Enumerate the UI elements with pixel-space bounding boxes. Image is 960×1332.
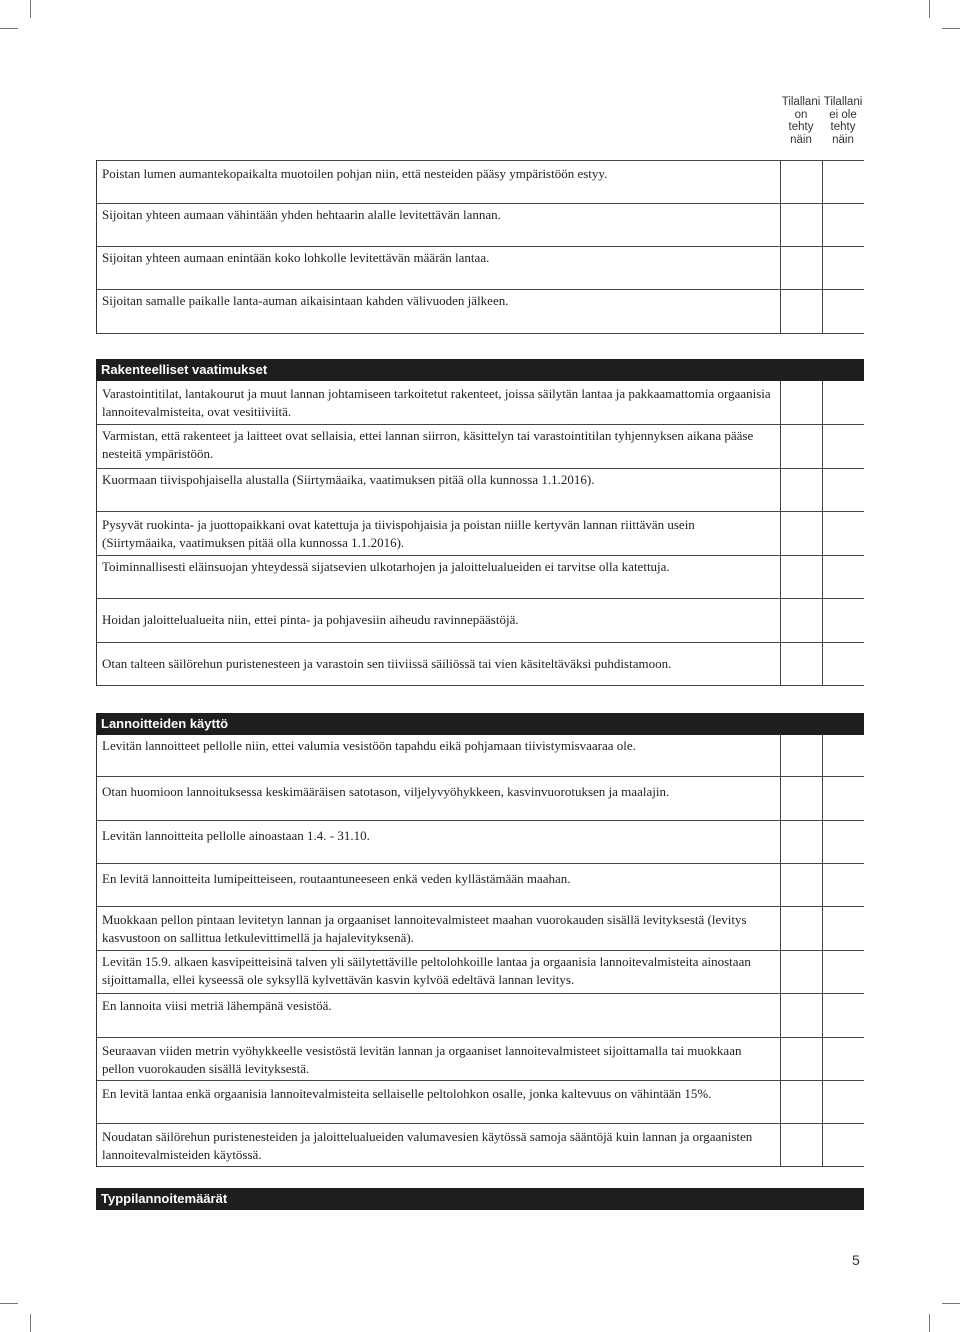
checkbox-done[interactable] — [780, 204, 822, 246]
table-row: En lannoita viisi metriä lähempänä vesistöä. — [97, 994, 864, 1038]
checkbox-done[interactable] — [780, 951, 822, 993]
checkbox-not-done[interactable] — [822, 469, 864, 511]
table-row: Sijoitan yhteen aumaan enintään koko lohkolle levitettävän määrän lantaa. — [97, 247, 864, 290]
checkbox-done[interactable] — [780, 907, 822, 950]
crop-mark — [0, 1303, 18, 1304]
checkbox-not-done[interactable] — [822, 290, 864, 333]
checkbox-not-done[interactable] — [822, 247, 864, 289]
checkbox-not-done[interactable] — [822, 643, 864, 685]
checkbox-not-done[interactable] — [822, 381, 864, 424]
crop-mark — [942, 1303, 960, 1304]
checkbox-done[interactable] — [780, 777, 822, 820]
checkbox-done[interactable] — [780, 994, 822, 1037]
checkbox-not-done[interactable] — [822, 864, 864, 906]
section-manure-heap — [96, 160, 864, 334]
crop-mark — [942, 28, 960, 29]
checkbox-done[interactable] — [780, 643, 822, 685]
table-row: En levitä lantaa enkä orgaanisia lannoitevalmisteita sellaiselle peltolohkon osalle, jonka kaltevuus on vähintään 15%. — [97, 1081, 864, 1124]
checkbox-not-done[interactable] — [822, 1081, 864, 1123]
checkbox-done[interactable] — [780, 161, 822, 203]
checkbox-not-done[interactable] — [822, 204, 864, 246]
crop-mark — [30, 0, 31, 18]
checkbox-not-done[interactable] — [822, 951, 864, 993]
column-header-not-done: Tilallani ei ole tehty näin — [823, 96, 863, 146]
table-row: Toiminnallisesti eläinsuojan yhteydessä sijatsevien ulkotarhojen ja jaloittelualueiden ei tarvitse olla katettuja. — [97, 556, 864, 599]
table-row: En levitä lannoitteita lumipeitteiseen, routaantuneeseen enkä veden kyllästämään maahan. — [97, 864, 864, 907]
checkbox-done[interactable] — [780, 469, 822, 511]
section-nitrogen-amounts — [96, 1188, 864, 1210]
crop-mark — [929, 1314, 930, 1332]
checkbox-done[interactable] — [780, 1124, 822, 1166]
checkbox-done[interactable] — [780, 1038, 822, 1080]
checkbox-not-done[interactable] — [822, 512, 864, 555]
table-row: Hoidan jaloittelualueita niin, ettei pinta- ja pohjavesiin aiheudu ravinnepäästöjä. — [97, 599, 864, 643]
table-row: Otan huomioon lannoituksessa keskimääräisen satotason, viljelyvyöhykkeen, kasvinvuorotuksen ja maalajin. — [97, 777, 864, 821]
checkbox-done[interactable] — [780, 290, 822, 333]
checkbox-done[interactable] — [780, 599, 822, 642]
table-row: Varmistan, että rakenteet ja laitteet ovat sellaisia, ettei lannan siirron, käsittelyn tai varastointitilan tyhjennyksen aikana pääse nesteitä ympäristöön. — [97, 425, 864, 469]
checkbox-not-done[interactable] — [822, 599, 864, 642]
checkbox-not-done[interactable] — [822, 425, 864, 468]
crop-mark — [30, 1314, 31, 1332]
checkbox-not-done[interactable] — [822, 556, 864, 598]
checkbox-not-done[interactable] — [822, 735, 864, 776]
checkbox-not-done[interactable] — [822, 907, 864, 950]
checkbox-done[interactable] — [780, 381, 822, 424]
checkbox-done[interactable] — [780, 735, 822, 776]
checkbox-not-done[interactable] — [822, 994, 864, 1037]
table-row: Varastointitilat, lantakourut ja muut lannan johtamiseen tarkoitetut rakenteet, joissa säilytän lantaa ja pakkaamattomia orgaanisia lannoitevalmisteita, ovat vesitiiviitä. — [97, 381, 864, 425]
crop-mark — [929, 0, 930, 18]
section-fertilizer-use — [96, 713, 864, 1167]
table-row: Sijoitan yhteen aumaan vähintään yhden hehtaarin alalle levitettävän lannan. — [97, 204, 864, 247]
checkbox-not-done[interactable] — [822, 1038, 864, 1080]
table-row: Pysyvät ruokinta- ja juottopaikkani ovat katettuja ja tiivispohjaisia ja poistan niille kertyvän lannan riittävän usein (Siirtymäaika, vaatimuksen pitää olla kunnossa 1.1.2016). — [97, 512, 864, 556]
section-title: Typpilannoitemäärät — [96, 1188, 864, 1210]
table-row: Sijoitan samalle paikalle lanta-auman aikaisintaan kahden välivuoden jälkeen. — [97, 290, 864, 334]
table-row: Otan talteen säilörehun puristenesteen ja varastoin sen tiiviissä säiliössä tai vien käsiteltäväksi puhdistamoon. — [97, 643, 864, 686]
crop-mark — [0, 28, 18, 29]
checkbox-done[interactable] — [780, 821, 822, 863]
page-number: 5 — [852, 1252, 860, 1268]
checkbox-not-done[interactable] — [822, 821, 864, 863]
checkbox-done[interactable] — [780, 1081, 822, 1123]
checkbox-done[interactable] — [780, 247, 822, 289]
checkbox-done[interactable] — [780, 864, 822, 906]
section-title: Lannoitteiden käyttö — [96, 713, 864, 735]
table-row: Levitän lannoitteet pellolle niin, ettei valumia vesistöön tapahdu eikä pohjamaan tiivistymisvaaraa ole. — [97, 735, 864, 777]
table-row: Seuraavan viiden metrin vyöhykkeelle vesistöstä levitän lannan ja orgaaniset lannoitevalmisteet sijoittamalla tai muokkaan pellon vuorokauden sisällä levityksestä. — [97, 1038, 864, 1081]
table-row: Noudatan säilörehun puristenesteiden ja jaloittelualueiden valumavesien käytössä samoja sääntöjä kuin lannan ja orgaanisten lannoitevalmisteiden käytössä. — [97, 1124, 864, 1167]
checkbox-done[interactable] — [780, 512, 822, 555]
table-row: Muokkaan pellon pintaan levitetyn lannan ja orgaaniset lannoitevalmisteet maahan vuorokauden sisällä levityksestä (levitys kasvustoon on sallittua letkulevittimellä ja hajalevityksenä). — [97, 907, 864, 951]
section-structural-requirements — [96, 359, 864, 686]
checkbox-not-done[interactable] — [822, 1124, 864, 1166]
table-row: Levitän lannoitteita pellolle ainoastaan 1.4. - 31.10. — [97, 821, 864, 864]
table-row: Kuormaan tiivispohjaisella alustalla (Siirtymäaika, vaatimuksen pitää olla kunnossa 1.1.2016). — [97, 469, 864, 512]
column-header-done: Tilallani on tehty näin — [781, 96, 821, 146]
checkbox-not-done[interactable] — [822, 777, 864, 820]
checkbox-done[interactable] — [780, 556, 822, 598]
checkbox-done[interactable] — [780, 425, 822, 468]
section-title: Rakenteelliset vaatimukset — [96, 359, 864, 381]
table-row: Levitän 15.9. alkaen kasvipeitteisinä talven yli säilytettäville peltolohkoille lantaa ja orgaanisia lannoitevalmisteita ainostaan sijoittamalla, ellei kyseessä ole syksyllä kylvettävän kasvin kylvöä edeltävä lannan levitys. — [97, 951, 864, 994]
checkbox-not-done[interactable] — [822, 161, 864, 203]
table-row: Poistan lumen aumantekopaikalta muotoilen pohjan niin, että nesteiden pääsy ympäristöön estyy. — [97, 160, 864, 204]
